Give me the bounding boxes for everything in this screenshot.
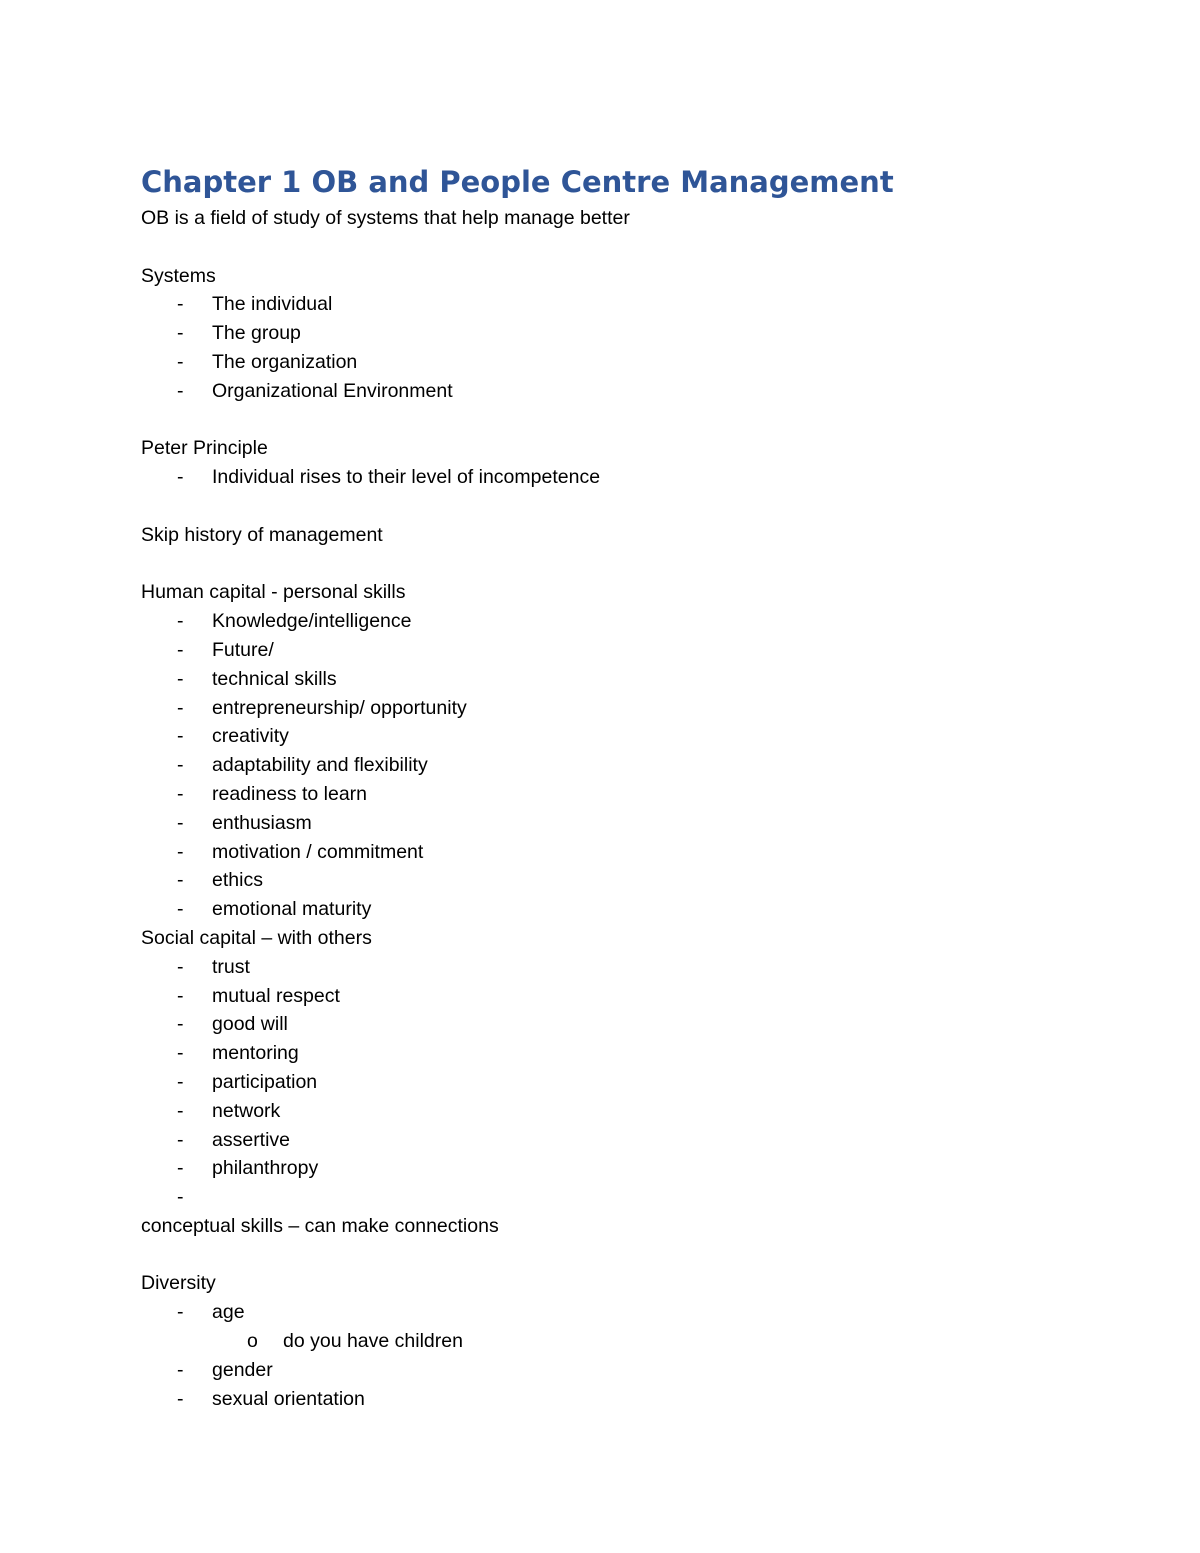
list-item: - good will [141, 1010, 1101, 1039]
list-item: - technical skills [141, 665, 1101, 694]
list-item: - entrepreneurship/ opportunity [141, 694, 1101, 723]
list-item: - readiness to learn [141, 780, 1101, 809]
list-item: - age [141, 1298, 1101, 1327]
intro-paragraph: OB is a field of study of systems that help manage better [141, 207, 630, 229]
list-item: - Knowledge/intelligence [141, 607, 1101, 636]
list-item: - adaptability and flexibility [141, 751, 1101, 780]
list-item: - gender [141, 1356, 1101, 1385]
social-capital-heading: Social capital – with others [141, 926, 372, 949]
blank-line [141, 492, 1101, 521]
list-item: - sexual orientation [141, 1385, 1101, 1414]
diversity-list-continued [141, 1356, 1101, 1414]
list-item: - Future/ [141, 636, 1101, 665]
list-item: - participation [141, 1068, 1101, 1097]
list-item: - mentoring [141, 1039, 1101, 1068]
blank-line [141, 406, 1101, 435]
list-item: - philanthropy [141, 1154, 1101, 1183]
list-item: - motivation / commitment [141, 838, 1101, 867]
list-item: - assertive [141, 1126, 1101, 1155]
conceptual-skills-paragraph: conceptual skills – can make connections [141, 1214, 499, 1237]
page-title: Chapter 1 OB and People Centre Management [141, 165, 894, 199]
skip-history-paragraph: Skip history of management [141, 523, 383, 546]
peter-principle-heading: Peter Principle [141, 437, 268, 460]
social-capital-list [141, 953, 1101, 1212]
sub-list-item: o do you have children [141, 1327, 1101, 1356]
diversity-list [141, 1298, 1101, 1327]
human-capital-list [141, 607, 1101, 924]
list-item: - The group [141, 319, 1101, 348]
blank-line [141, 1241, 1101, 1270]
list-item: - mutual respect [141, 982, 1101, 1011]
list-item: - trust [141, 953, 1101, 982]
list-item: - emotional maturity [141, 895, 1101, 924]
human-capital-heading: Human capital - personal skills [141, 581, 406, 604]
list-item: - The individual [141, 290, 1101, 319]
blank-line [141, 550, 1101, 579]
list-item: - Individual rises to their level of incompetence [141, 463, 1101, 492]
diversity-sublist [141, 1327, 1101, 1356]
empty-list-item [141, 1183, 1101, 1212]
list-item: - network [141, 1097, 1101, 1126]
peter-principle-list [141, 463, 1101, 492]
document-content [141, 160, 1101, 1413]
systems-list [141, 290, 1101, 405]
list-item: - Organizational Environment [141, 377, 1101, 406]
blank-line [141, 233, 1101, 262]
list-item: - The organization [141, 348, 1101, 377]
diversity-heading: Diversity [141, 1272, 216, 1295]
list-item: - enthusiasm [141, 809, 1101, 838]
systems-heading: Systems [141, 264, 216, 287]
list-item: - creativity [141, 722, 1101, 751]
list-item: - ethics [141, 866, 1101, 895]
